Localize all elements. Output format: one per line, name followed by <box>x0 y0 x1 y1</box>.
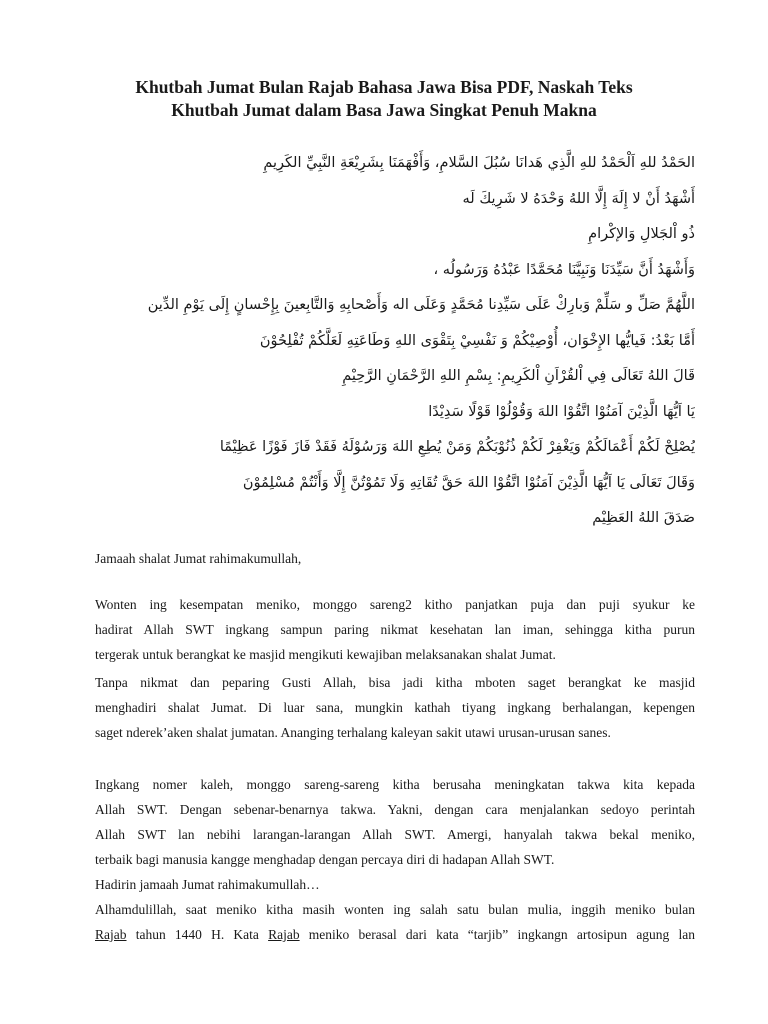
text-fragment: meniko berasal dari kata “tarjib” ingkangn artosipun agung lan <box>299 927 695 942</box>
text-line: menghadiri shalat Jumat. Di luar sana, mungkin kathah tiyang ingkang berhalangan, kepengen <box>95 700 695 715</box>
title-line-2: Khutbah Jumat dalam Basa Jawa Singkat Penuh Makna <box>171 100 597 120</box>
text-line: saget nderek’aken shalat jumatan. Ananging terhalang kaleyan sakit utawi urusan-urusan sanes. <box>95 725 611 740</box>
arabic-line: وَأَشْهَدُ أَنَّ سَيِّدَنَا وَنَبِيَّنَا مُحَمَّدًا عَبْدُهُ وَرَسُولُه ، <box>433 261 695 278</box>
greeting-paragraph <box>95 546 695 571</box>
text-line: Jamaah shalat Jumat rahimakumullah, <box>95 551 302 566</box>
paragraph-3 <box>95 772 695 947</box>
document-title <box>60 76 708 122</box>
text-line: tergerak untuk berangkat ke masjid mengikuti kewajiban melaksanakan shalat Jumat. <box>95 647 556 662</box>
text-line: Allah SWT lan nebihi larangan-larangan Allah SWT. Amergi, hanyalah takwa bekal meniko, <box>95 827 695 842</box>
arabic-line: اللَّهُمَّ صَلِّ و سَلِّمْ وَبارِكْ عَلَى سَيِّدِنا مُحَمَّدٍ وَعَلَى اله وَأَصْحابِهِ وَالتَّابِعينَ بِإِحْسانٍ إِلَى يَوْمِ الدِّين <box>147 297 695 313</box>
arabic-line: أَمَّا بَعْدُ: فَيايُّها الإِخْوَان، أُوْصِيْكُمْ وَ نَفْسِيْ بِتَقْوَى اللهِ وَطَاعَتِهِ لَعَلَّكُمْ تُفْلِحُوْنَ <box>259 332 695 349</box>
arabic-line: صَدَقَ اللهُ العَظِيْم <box>592 510 695 526</box>
title-line-1: Khutbah Jumat Bulan Rajab Bahasa Jawa Bisa PDF, Naskah Teks <box>135 77 633 97</box>
paragraph-2 <box>95 670 695 745</box>
paragraph-1 <box>95 592 695 667</box>
text-line: Tanpa nikmat dan peparing Gusti Allah, bisa jadi kitha mboten saget berangkat ke masjid <box>95 675 695 690</box>
text-line: terbaik bagi manusia kangge menghadap dengan percaya diri di hadapan Allah SWT. <box>95 852 555 867</box>
text-line: Allah SWT. Dengan sebenar-benarnya takwa. Yakni, dengan cara menjalankan sedoyo perintah <box>95 802 695 817</box>
rajab-link[interactable]: Rajab <box>268 927 300 942</box>
arabic-line: يَا اَيُّهَا الَّذِيْنَ آمَنُوْا اتَّقُوْا اللهَ وَقُوْلُوْا قَوْلًا سَدِيْدًا <box>428 403 695 420</box>
text-line: hadirat Allah SWT ingkang sampun paring nikmat kesehatan lan iman, sehingga kitha purun <box>95 622 695 637</box>
text-line-with-links <box>95 922 695 947</box>
text-line: Alhamdulillah, saat meniko kitha masih wonten ing salah satu bulan mulia, inggih meniko bulan <box>95 902 695 917</box>
arabic-line: وَقَالَ تَعَالَى يَا اَيُّهَا الَّذِيْنَ آمَنُوْا اتَّقُوْا اللهَ حَقَّ تُقَاتِهِ وَلَا تَمُوْتُنَّ إِلَّا وَأَنْتُمْ مُسْلِمُوْنَ <box>242 474 695 491</box>
text-line: Hadirin jamaah Jumat rahimakumullah… <box>95 877 320 892</box>
text-fragment: tahun 1440 H. Kata <box>126 927 269 942</box>
rajab-link[interactable]: Rajab <box>95 927 127 942</box>
arabic-line: قَالَ اللهُ تَعَالَى فِي اْلقُرْاَنِ اْلكَرِيمِ: بِسْمِ اللهِ الرَّحْمَانِ الرَّحِيْمِ <box>342 368 695 384</box>
arabic-opening <box>100 148 695 539</box>
arabic-line: يُصْلِحْ لَكُمْ أَعْمَالَكُمْ وَيَغْفِرْ لَكُمْ ذُنُوْبَكُمْ وَمَنْ يُطِعِ اللهَ وَرَسُوْلَهُ فَقَدْ فَازَ فَوْزًا عَظِيْمًا <box>219 439 695 455</box>
text-line: Ingkang nomer kaleh, monggo sareng-sareng kitha berusaha meningkatan takwa kita kepada <box>95 777 695 792</box>
arabic-line: الحَمْدُ للهِ اَلْحَمْدُ للهِ الَّذِي هَدانَا سُبُلَ السَّلامِ، وَأَفْهَمَنَا بِشَرِيْعَةِ النَّبِيِّ الكَرِيمِ <box>263 155 695 171</box>
text-line: Wonten ing kesempatan meniko, monggo sareng2 kitho panjatkan puja dan puji syukur ke <box>95 597 695 612</box>
arabic-line: أَشْهَدُ أَنْ لا إِلَهَ إِلَّا اللهُ وَحْدَهُ لا شَرِيكَ لَه <box>462 190 695 207</box>
arabic-line: ذُو اْلجَلالِ وَالإكْرامِ <box>588 226 695 242</box>
